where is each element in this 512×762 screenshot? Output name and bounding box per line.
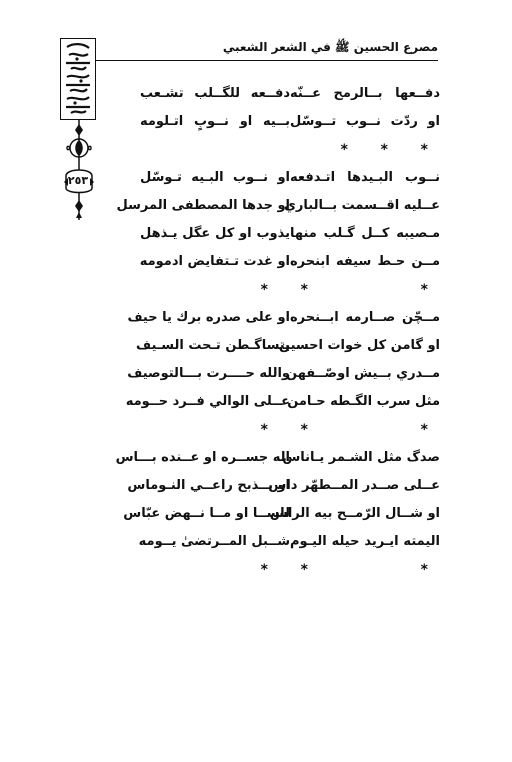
divider-star: * bbox=[420, 142, 428, 158]
verse-line bbox=[110, 332, 440, 360]
verse-line bbox=[110, 192, 440, 220]
verse-line bbox=[110, 248, 440, 276]
verse-line bbox=[110, 388, 440, 416]
divider-star: * bbox=[420, 422, 428, 438]
divider-star: * bbox=[260, 562, 268, 578]
divider-star: * bbox=[420, 562, 428, 578]
page-number: ٢٥٣ bbox=[67, 174, 89, 187]
right-hemistich: مــن حـط سيفه ابنحره bbox=[290, 254, 440, 269]
left-hemistich: يتساگـطن تـحت السـيف bbox=[136, 338, 290, 353]
left-hemistich: او نــوب البـيه تـوسّل bbox=[140, 170, 290, 185]
left-hemistich: عــلى الوالي فــرد حــومه bbox=[125, 394, 290, 409]
verse-line bbox=[110, 528, 440, 556]
header-rule bbox=[60, 60, 438, 61]
divider-star: * bbox=[260, 282, 268, 298]
verse-line bbox=[110, 164, 440, 192]
left-hemistich: او على صدره برك يا حيف bbox=[127, 310, 290, 325]
calligraphy-emblem-icon bbox=[61, 39, 95, 119]
right-hemistich: عــلى صــدر المــطهّر داس bbox=[268, 478, 440, 493]
divider-star: * bbox=[300, 562, 308, 578]
left-hemistich: او غدت تـتفايض ادمومه bbox=[139, 254, 290, 269]
left-hemistich: شــبل المــرتضىٰ يــومه bbox=[138, 534, 290, 549]
divider-star: * bbox=[420, 282, 428, 298]
left-hemistich: والله حــــرت بـــالتوصيف bbox=[127, 366, 290, 381]
left-hemistich: يذوب او كل عگل يـذهل bbox=[140, 226, 290, 241]
verse-line bbox=[110, 80, 440, 108]
running-header: مصرع الحسين ﷺ في الشعر الشعبي bbox=[222, 40, 438, 54]
poem-body bbox=[110, 80, 440, 584]
divider-star: * bbox=[300, 422, 308, 438]
left-hemistich: للســا او مــا نــهض عبّاس bbox=[123, 506, 290, 521]
verse-line bbox=[110, 360, 440, 388]
verse-line bbox=[110, 472, 440, 500]
verse-line bbox=[110, 304, 440, 332]
right-hemistich: او ردّت نــوب تــوسّل bbox=[290, 114, 440, 129]
stanza-divider bbox=[110, 276, 440, 304]
right-hemistich: مــچّن صــارمه ابــنحره bbox=[290, 310, 440, 325]
right-hemistich: صدگ مثل الشـمر يـاناس bbox=[282, 450, 440, 465]
right-hemistich: عــليه اقــسمت بــالباري bbox=[284, 198, 440, 213]
stanza-divider bbox=[110, 556, 440, 584]
right-hemistich: مثل سرب الگـطه حـامن bbox=[287, 394, 440, 409]
verse-line bbox=[110, 500, 440, 528]
right-hemistich: او گامن كل خوات احسين bbox=[278, 338, 440, 353]
stanza-divider bbox=[110, 136, 440, 164]
ornament-icon bbox=[62, 120, 96, 220]
right-hemistich: مــدري بــيش اوصّــفهن bbox=[286, 366, 440, 381]
right-hemistich: مـصيبه كــل گـلب منها bbox=[290, 226, 440, 241]
right-hemistich: نــوب البـيدها اتـدفعه bbox=[290, 170, 440, 185]
right-hemistich: اليمته ايـريد حيله اليـوم bbox=[290, 534, 440, 549]
left-hemistich: او يــذبح راعــي النـوماس bbox=[127, 478, 290, 493]
left-hemistich: اله جســره او عــنده بـــاس bbox=[115, 450, 290, 465]
verse-line bbox=[110, 220, 440, 248]
right-hemistich: او شــال الرّمــح بيه الراس bbox=[269, 506, 440, 521]
verse-line bbox=[110, 108, 440, 136]
divider-star: * bbox=[300, 282, 308, 298]
right-hemistich: دفــعها بــالرمح عــنّه bbox=[290, 86, 440, 101]
left-hemistich: دفــعه للگــلب تشـعب bbox=[140, 86, 290, 101]
left-hemistich: او جدها المصطفى المرسل bbox=[116, 198, 290, 213]
verse-line bbox=[110, 444, 440, 472]
left-hemistich: بــيه او نــوبٍ اتـلومه bbox=[140, 114, 290, 129]
divider-star: * bbox=[340, 142, 348, 158]
stanza-divider bbox=[110, 416, 440, 444]
calligraphy-emblem bbox=[60, 38, 96, 120]
divider-star: * bbox=[380, 142, 388, 158]
divider-star: * bbox=[260, 422, 268, 438]
